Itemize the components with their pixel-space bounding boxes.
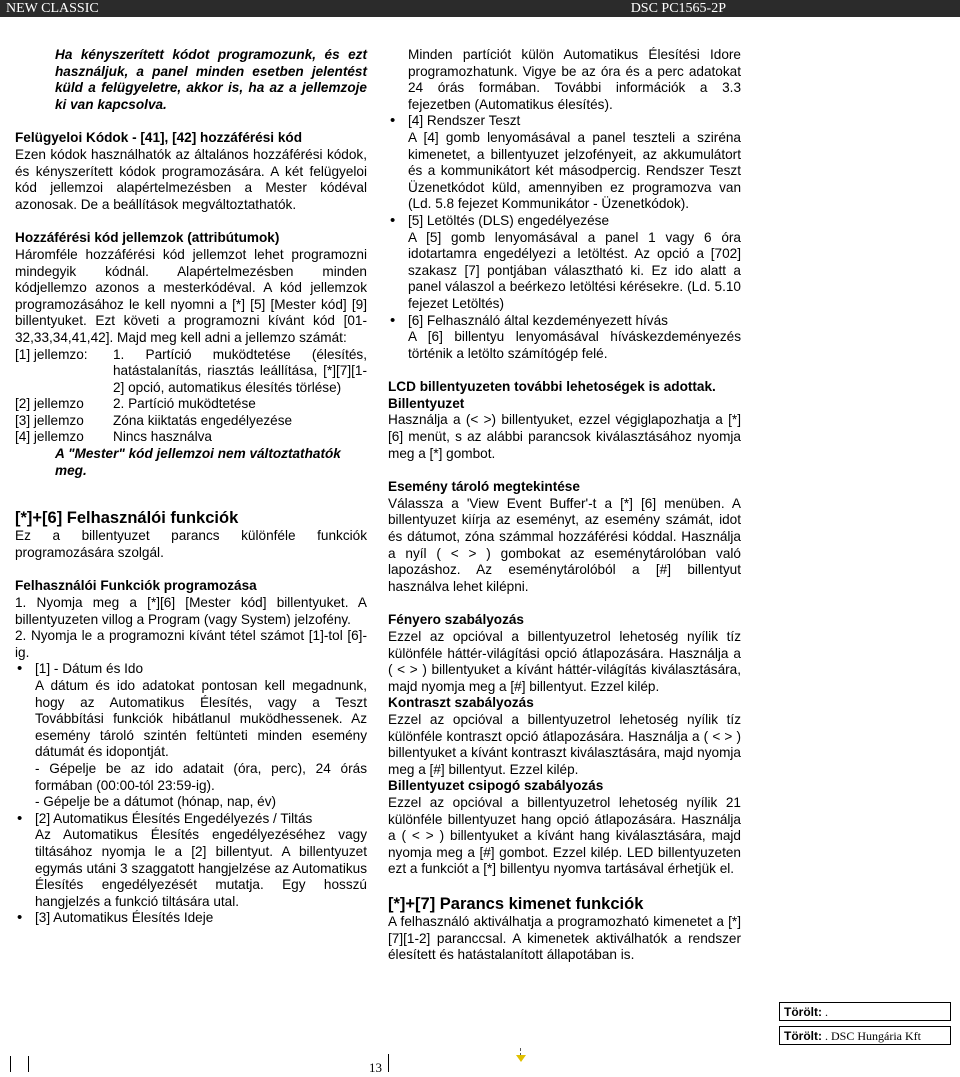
attribute-key: [3] jellemzo: [15, 412, 84, 428]
command-output-heading: [*]+[7] Parancs kimenet funkciók: [388, 894, 644, 913]
brightness-heading: Fényero szabályozás: [388, 612, 524, 628]
attribute-key: [4] jellemzo: [15, 429, 84, 445]
attribute-list: [15, 347, 367, 447]
supervisor-text: Ezen kódok használhatók az általános hozzáférési kódok, és kényszerített kódok programozására. A két felügyeloi kód jellemzoi alapértelmezésben a Mester kódéval azonosak. De a beállítások megváltoztathatók.: [15, 146, 367, 212]
bullet-dls-enable: • [5] Letöltés (DLS) engedélyezése A [5] gomb lenyomásával a panel 1 vagy 6 óra idotartamra engedélyezi a letöltést. Az opció a [702] szakasz [7] pontjában választható ki. Ez ido alatt a panel válaszol a beérkezo letöltési kérésekre. (Ld. 5.10 fejezet Letöltés): [388, 213, 741, 313]
bullet-auto-arm-time: • [3] Automatikus Élesítés Ideje: [15, 910, 367, 927]
master-code-note: A "Mester" kód jellemzoi nem változtathatók meg.: [55, 446, 341, 478]
keyboard-heading: Billentyuzet: [388, 395, 465, 411]
user-programming-text: 1. Nyomja meg a [*][6] [Mester kód] billentyuket. A billentyuzeten villog a Program (vagy System) jelzofény. 2. Nyomja le a programozni kívánt tétel számot [1]-tol [6]-ig.: [15, 595, 367, 660]
deleted-comment-box: [779, 1026, 951, 1045]
attr-heading: Hozzáférési kód jellemzok (attribútumok): [15, 230, 280, 246]
left-column: [15, 47, 367, 927]
bullet-date-time: • [1] - Dátum és Ido A dátum és ido adatokat pontosan kell megadnunk, hogy az Automatikus Élesítés, vagy a Teszt Továbbítási funkciók hibátlanul muködhessenek. Az esemény tároló szintén feltünteti minden esemény dátumát és idopontját. - Gépelje be az ido adatait (óra, perc), 24 órás formában (00:00-tól 23:59-ig). - Gépelje be a dátumot (hónap, nap, év): [15, 661, 367, 810]
page-number: 13: [369, 1060, 382, 1075]
buzzer-heading: Billentyuzet csipogó szabályozás: [388, 778, 604, 794]
keyboard-text: Használja a (< >) billentyuket, ezzel végiglapozhatja a [*][6] menüt, s az alábbi parancsok kiválasztásához nyomja meg a [*] gombot.: [388, 412, 741, 461]
lcd-heading: LCD billentyuzeten további lehetoségek is adottak.: [388, 379, 716, 395]
brightness-text: Ezzel az opcióval a billentyuzetrol lehetoség nyílik tíz különféle háttér-világítási opció átlapozására. Használja a ( < > ) billentyuket a kívánt háttér-világítás kiválasztására, majd nyomja meg a [#] billentyut. Ezzel kilép.: [388, 629, 741, 694]
bullet-user-call: • [6] Felhasználó által kezdeményezett hívás A [6] billentyu lenyomásával híváskezdeményezés történik a letölto számítógép felé.: [388, 313, 741, 363]
attribute-value: 2. Partíció muködtetése: [113, 396, 256, 412]
attribute-value: Zóna kiiktatás engedélyezése: [113, 412, 293, 428]
deleted-label: Törölt:: [784, 1029, 822, 1043]
attribute-key: [1] jellemzo:: [15, 346, 88, 362]
deleted-text: .: [825, 1005, 828, 1019]
deleted-text: . DSC Hungária Kft: [825, 1029, 921, 1043]
contrast-text: Ezzel az opcióval a billentyuzetrol lehetoség nyílik tíz különféle kontraszt opció átlapozására. Használja a ( < > ) billentyuket a kívánt kontraszt kiválasztására, majd nyomja meg a [#] billentyut. Ezzel kilép.: [388, 711, 741, 777]
contrast-heading: Kontraszt szabályozás: [388, 695, 534, 711]
attribute-value: 1. Partíció muködtetése (élesítés, hatástalanítás, riasztás leállítása, [*][7][1-2] opció, automatikus élesítés törlése): [113, 346, 367, 395]
bullet-auto-arm-enable: • [2] Automatikus Élesítés Engedélyezés / Tiltás Az Automatikus Élesítés engedélyezéséhez vagy tiltásához nyomja le a [2] billentyut. A billentyuzet egymás utáni 3 szaggatott hangjelzése az Automatikus Élesítés engedélyezését mutatja. Egy hosszú hangjelzés a funkció tiltására utal.: [15, 811, 367, 911]
attr-text: Háromféle hozzáférési kód jellemzot lehet programozni mindegyik kódnál. Alapértelmezésben minden kódjellemzo azonos a mesterkódéval. A kód jellemzok programozásához le kell nyomni a [*] [5] [Mester kód] [9] billentyuket. Ezt követi a programozni kívánt kód [01-32,33,34,41,42]. Majd meg kell adni a jellemzo számát:: [15, 246, 367, 345]
user-functions-heading: [*]+[6] Felhasználói funkciók: [15, 509, 239, 528]
document-header: [0, 0, 960, 17]
buzzer-text: Ezzel az opcióval a billentyuzetrol lehetoség nyílik 21 különféle billentyuzet hang opció átlapozására. Használja a ( < > ) billentyuket a kívánt hang kiválasztására, majd nyomja meg a [#] gombot. Ezzel kilép. LED billentyuzeten ezt a funkciót a [*] billentyu nyomva tartásával érhetjük el.: [388, 794, 741, 877]
event-buffer-heading: Esemény tároló megtekintése: [388, 479, 580, 495]
right-column: [388, 47, 741, 964]
auto-arm-time-text: Minden partíciót külön Automatikus Élesítési Idore programozhatunk. Vigye be az óra és a perc adatokat 24 órás formában. További információk a 3.3 fejezetben (Automatikus élesítés).: [408, 47, 741, 112]
deleted-comment-box: [779, 1002, 951, 1021]
revision-arrow-icon: [516, 1055, 526, 1062]
header-right-title: DSC PC1565-2P: [630, 1, 726, 16]
deleted-label: Törölt:: [784, 1005, 822, 1019]
attribute-key: [2] jellemzo: [15, 396, 84, 412]
change-bar: [388, 1054, 389, 1072]
bullet-system-test: • [4] Rendszer Teszt A [4] gomb lenyomásával a panel teszteli a sziréna kimenetet, a billentyuzet jelzofényeit, az akkumulátort és a kommunikátort két másodpercig. Rendszer Teszt Üzenetkódot küld, amennyiben ez programozva van (Ld. 5.8 fejezet Kommunikátor - Üzenetkódok).: [388, 113, 741, 213]
command-output-text: A felhasználó aktiválhatja a programozható kimenetet a [*][7][1-2] paranccsal. A kimenetek aktiválhatók a rendszer élesített és hatástalanított állapotában is.: [388, 913, 741, 963]
attribute-value: Nincs használva: [113, 429, 212, 445]
event-buffer-text: Válassza a 'View Event Buffer'-t a [*] [6] menüben. A billentyuzet kiírja az eseményt, az esemény számát, idot és dátumot, zóna számmal hozzáférési kóddal. Használja a nyíl ( < > ) gombokat az eseménytárolóban való lapozáshoz. Az eseménytárolóból a [#] billentyut használva lehet kilépni.: [388, 495, 741, 594]
change-bar: [10, 1056, 11, 1072]
change-bar: [28, 1056, 29, 1072]
supervisor-heading: Felügyeloi Kódok - [41], [42] hozzáférési kód: [15, 130, 303, 146]
header-left-title: NEW CLASSIC: [6, 1, 99, 16]
intro-italic-note: Ha kényszerített kódot programozunk, és ezt használjuk, a panel minden esetben jelentést küld a felügyeletre, akkor is, ha az a jellemzoje ki van kapcsolva.: [55, 47, 367, 112]
user-programming-heading: Felhasználói Funkciók programozása: [15, 578, 257, 594]
user-functions-text: Ez a billentyuzet parancs különféle funkciók programozására szolgál.: [15, 528, 367, 560]
